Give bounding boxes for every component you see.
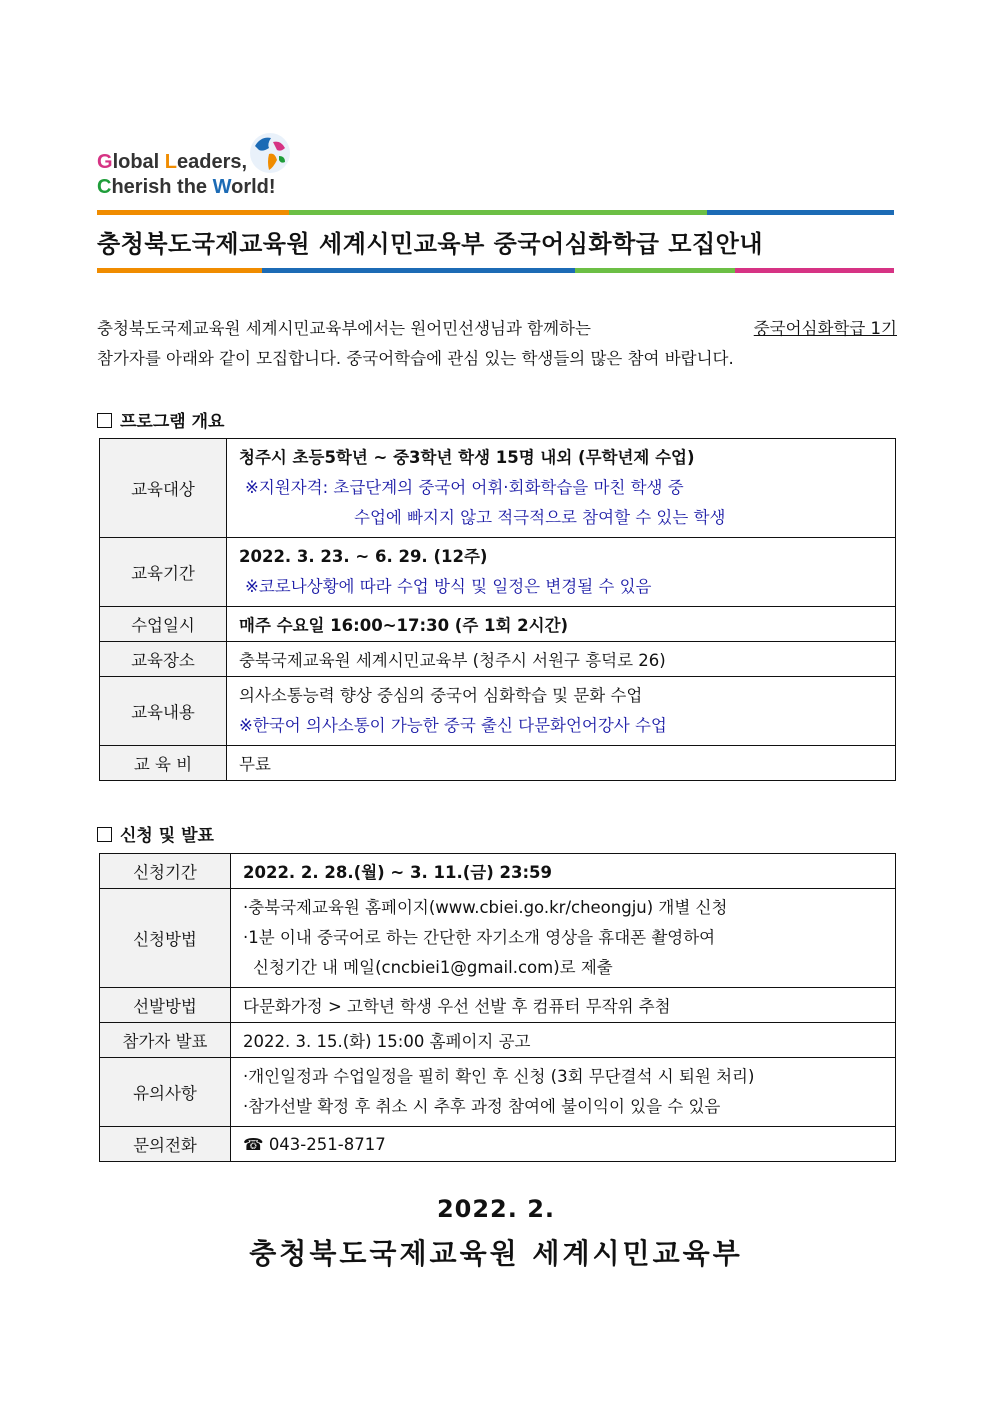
- top-color-bar: [97, 210, 894, 215]
- table-row: [100, 538, 896, 607]
- value-target: 청주시 초등5학년 ~ 중3학년 학생 15명 내외 (무학년제 수업) ※지원자격: 초급단계의 중국어 어휘·회화학습을 마친 학생 중 수업에 빠지지 않고 적극적으로 참여할 수 있는 학생: [227, 439, 896, 538]
- footer-organization: 충청북도국제교육원 세계시민교육부: [249, 1237, 743, 1270]
- table-row: [100, 677, 896, 746]
- label-content: 교육내용: [100, 677, 227, 746]
- table-row: [100, 1023, 896, 1058]
- label-apply-period: 신청기간: [100, 854, 231, 889]
- checkbox-square-icon: [97, 827, 112, 842]
- section-program-overview: 프로그램 개요: [97, 407, 224, 432]
- value-schedule: 매주 수요일 16:00~17:30 (주 1회 2시간): [227, 607, 896, 642]
- logo-text: Global Leaders, Cherish the World!: [97, 151, 276, 198]
- label-target: 교육대상: [100, 439, 227, 538]
- label-apply-method: 신청방법: [100, 889, 231, 988]
- table-row: [100, 1127, 896, 1162]
- page-title: 충청북도국제교육원 세계시민교육부 중국어심화학급 모집안내: [97, 230, 764, 258]
- table-row: [100, 988, 896, 1023]
- application-table: [99, 853, 896, 1162]
- value-period: 2022. 3. 23. ~ 6. 29. (12주) ※코로나상황에 따라 수업 방식 및 일정은 변경될 수 있음: [227, 538, 896, 607]
- intro-paragraph: [97, 314, 897, 374]
- label-fee: 교 육 비: [100, 746, 227, 781]
- value-place: 충북국제교육원 세계시민교육부 (청주시 서원구 흥덕로 26): [227, 642, 896, 677]
- checkbox-square-icon: [97, 413, 112, 428]
- label-period: 교육기간: [100, 538, 227, 607]
- bottom-color-bar: [97, 268, 894, 273]
- value-content: 의사소통능력 향상 중심의 중국어 심화학습 및 문화 수업 ※한국어 의사소통이 가능한 중국 출신 다문화언어강사 수업: [227, 677, 896, 746]
- intro-program-name: 중국어심화학급 1기: [753, 319, 897, 338]
- table-row: [100, 642, 896, 677]
- table-row: [100, 889, 896, 988]
- table-row: [100, 1058, 896, 1127]
- value-contact: ☎ 043-251-8717: [231, 1127, 896, 1162]
- label-schedule: 수업일시: [100, 607, 227, 642]
- table-row: [100, 854, 896, 889]
- label-selection: 선발방법: [100, 988, 231, 1023]
- phone-icon: ☎: [243, 1134, 264, 1154]
- program-table: [99, 438, 896, 781]
- value-notes: ·개인일정과 수업일정을 필히 확인 후 신청 (3회 무단결석 시 퇴원 처리) ·참가선발 확정 후 취소 시 추후 과정 참여에 불이익이 있을 수 있음: [231, 1058, 896, 1127]
- value-fee: 무료: [227, 746, 896, 781]
- table-row: [100, 439, 896, 538]
- label-contact: 문의전화: [100, 1127, 231, 1162]
- value-apply-period: 2022. 2. 28.(월) ~ 3. 11.(금) 23:59: [231, 854, 896, 889]
- table-row: [100, 746, 896, 781]
- intro-line1: 충청북도국제교육원 세계시민교육부에서는 원어민선생님과 함께하는: [97, 319, 591, 338]
- label-place: 교육장소: [100, 642, 227, 677]
- logo: [97, 130, 297, 205]
- footer-date: 2022. 2.: [436, 1195, 556, 1223]
- section-application: 신청 및 발표: [97, 821, 214, 846]
- label-notes: 유의사항: [100, 1058, 231, 1127]
- value-apply-method: ·충북국제교육원 홈페이지(www.cbiei.go.kr/cheongju) 개별 신청 ·1분 이내 중국어로 하는 간단한 자기소개 영상을 휴대폰 촬영하여 신청기간 내 메일(cncbiei1@gmail.com)로 제출: [231, 889, 896, 988]
- value-selection: 다문화가정 > 고학년 학생 우선 선발 후 컴퓨터 무작위 추첨: [231, 988, 896, 1023]
- table-row: [100, 607, 896, 642]
- value-announce: 2022. 3. 15.(화) 15:00 홈페이지 공고: [231, 1023, 896, 1058]
- intro-line2: 참가자를 아래와 같이 모집합니다. 중국어학습에 관심 있는 학생들의 많은 참여 바랍니다.: [97, 349, 734, 368]
- label-announce: 참가자 발표: [100, 1023, 231, 1058]
